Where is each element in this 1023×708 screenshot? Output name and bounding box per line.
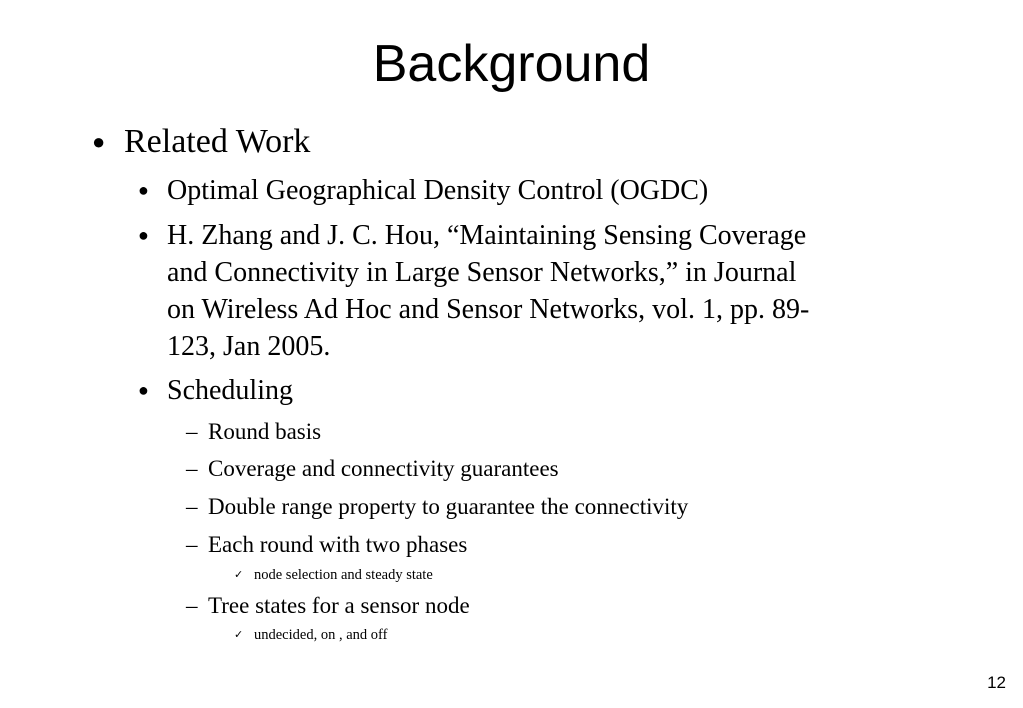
citation-line-2: and Connectivity in Large Sensor Networks,” in Journal [167, 257, 797, 288]
subbullet-text: Coverage and connectivity guarantees [208, 456, 559, 481]
page-number: 12 [987, 673, 1006, 692]
bullet-dot-icon: ● [92, 129, 106, 154]
citation-line-1: H. Zhang and J. C. Hou, “Maintaining Sensing Coverage [167, 220, 807, 251]
bullet-text: Related Work [124, 123, 311, 160]
bullet-text: Optimal Geographical Density Control (OGDC) [167, 175, 709, 206]
subbullet-text: Tree states for a sensor node [208, 593, 470, 618]
bullet-text: Scheduling [167, 375, 293, 406]
subbullet-text: Each round with two phases [208, 532, 468, 557]
dash-icon: – [186, 456, 198, 481]
subbullet-text: Double range property to guarantee the connectivity [208, 494, 689, 519]
bullet-dot-icon: ● [138, 225, 149, 245]
item-text: node selection and steady state [254, 567, 433, 583]
citation-line-3: on Wireless Ad Hoc and Sensor Networks, vol. 1, pp. 89- [167, 294, 810, 325]
slide-title: Background [372, 35, 651, 93]
bullet-dot-icon: ● [138, 180, 149, 200]
dash-icon: – [186, 593, 198, 618]
dash-icon: – [186, 494, 198, 519]
subbullet-text: Round basis [208, 419, 322, 444]
bullet-dot-icon: ● [138, 380, 149, 400]
citation-line-4: 123, Jan 2005. [167, 331, 331, 362]
dash-icon: – [186, 419, 198, 444]
checkmark-icon: ✓ [234, 569, 244, 581]
checkmark-icon: ✓ [234, 629, 244, 641]
item-text: undecided, on , and off [254, 627, 388, 643]
dash-icon: – [186, 532, 198, 557]
